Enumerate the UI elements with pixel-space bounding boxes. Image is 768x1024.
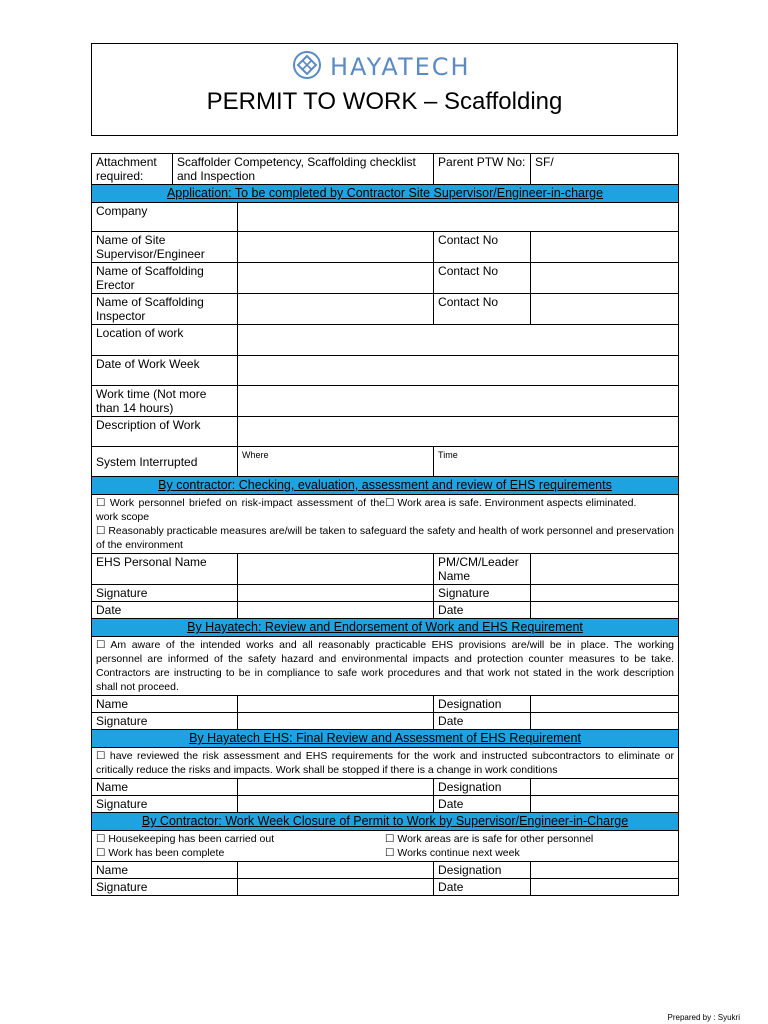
signature-label: Signature [434,585,531,602]
company-field[interactable] [238,203,679,232]
signature-label: Signature [92,796,238,813]
scaffolding-inspector-field[interactable] [238,294,434,325]
signature-label: Signature [92,879,238,896]
date-week-label: Date of Work Week [92,356,238,386]
work-time-field[interactable] [238,386,679,417]
checkbox-works-continue[interactable]: ☐ Works continue next week [385,847,520,859]
contractor-check-items-row [92,495,679,554]
checkbox-hayatech-aware[interactable]: ☐ Am aware of the intended works and all reasonably practicable EHS provisions are/will be in place. The working personnel are informed of the safety hazard and environmental impacts and protection counter measures to be take. Contractors are instructing to be in compliance to safe work procedures and that work not stated in the work description shall not proceed. [92,637,679,696]
section-header-hayatech-review: By Hayatech: Review and Endorsement of Work and EHS Requirement [92,619,679,637]
hayatech-logo-icon [292,50,322,85]
ehs-signature-field[interactable] [238,585,434,602]
closure-name-row [92,862,679,879]
date-label: Date [434,713,531,730]
closure-signature-row [92,879,679,896]
attachment-label: Attachment required: [92,154,173,185]
contractor-date-row [92,602,679,619]
site-supervisor-row [92,232,679,263]
closure-designation-field[interactable] [531,862,679,879]
pm-date-field[interactable] [531,602,679,619]
date-label: Date [434,602,531,619]
prepared-by: Prepared by : Syukri [667,1013,740,1022]
checkbox-ehs-reviewed[interactable]: ☐ have reviewed the risk assessment and EHS requirements for the work and instructed subcontractors to eliminate or critically reduce the risks and impacts. Work shall be stopped if there is a change in work conditions [92,748,679,779]
location-row [92,325,679,356]
scaffolding-erector-row [92,263,679,294]
ehs-name-field[interactable] [238,554,434,585]
system-interrupted-label: System Interrupted [92,447,238,477]
site-supervisor-field[interactable] [238,232,434,263]
checkbox-practicable-measures[interactable]: ☐ Reasonably practicable measures are/will be taken to safeguard the safety and health of work personnel and preservation of the environment [96,525,675,551]
contractor-signature-row [92,585,679,602]
description-row [92,417,679,447]
logo-text: HAYATECH [330,53,471,81]
form-header [91,43,678,136]
ehs-date-field[interactable] [238,602,434,619]
site-supervisor-label: Name of Site Supervisor/Engineer [92,232,238,263]
hayatech-signature-row [92,713,679,730]
date-label: Date [92,602,238,619]
hayatech-designation-field[interactable] [531,696,679,713]
ehs-reviewer-signature-field[interactable] [238,796,434,813]
work-time-row [92,386,679,417]
hayatech-signature-field[interactable] [238,713,434,730]
where-field[interactable]: Where [238,447,434,477]
hayatech-ehs-text-row [92,748,679,779]
closure-name-field[interactable] [238,862,434,879]
closure-items-row [92,831,679,862]
closure-date-field[interactable] [531,879,679,896]
scaffolding-erector-contact-field[interactable] [531,263,679,294]
checkbox-work-area-safe[interactable]: ☐ Work area is safe. Environment aspects eliminated. [385,497,637,509]
hayatech-review-text-row [92,637,679,696]
section-header-hayatech-ehs: By Hayatech EHS: Final Review and Assessment of EHS Requirement [92,730,679,748]
page-title: PERMIT TO WORK – Scaffolding [206,88,563,115]
scaffolding-erector-field[interactable] [238,263,434,294]
checkbox-housekeeping[interactable]: ☐ Housekeeping has been carried out [96,833,275,845]
company-row [92,203,679,232]
hayatech-name-field[interactable] [238,696,434,713]
designation-label: Designation [434,862,531,879]
ehs-signature-date-row [92,796,679,813]
scaffolding-inspector-label: Name of Scaffolding Inspector [92,294,238,325]
permit-form-table [91,153,679,896]
checkbox-work-areas-safe[interactable]: ☐ Work areas are is safe for other personnel [385,833,594,845]
section-header-application: Application: To be completed by Contractor Site Supervisor/Engineer-in-charge [92,185,679,203]
closure-signature-field[interactable] [238,879,434,896]
attachment-value: Scaffolder Competency, Scaffolding checklist and Inspection [173,154,434,185]
pm-signature-field[interactable] [531,585,679,602]
location-field[interactable] [238,325,679,356]
date-label: Date [434,796,531,813]
hayatech-date-field[interactable] [531,713,679,730]
scaffolding-inspector-contact-field[interactable] [531,294,679,325]
ehs-reviewer-designation-field[interactable] [531,779,679,796]
contact-no-label: Contact No [434,232,531,263]
closure-items [92,831,679,862]
name-label: Name [92,696,238,713]
contact-no-label: Contact No [434,294,531,325]
date-week-field[interactable] [238,356,679,386]
signature-label: Signature [92,713,238,730]
pm-name-field[interactable] [531,554,679,585]
ehs-name-designation-row [92,779,679,796]
date-label: Date [434,879,531,896]
name-label: Name [92,779,238,796]
company-logo [292,52,471,82]
system-interrupted-row [92,447,679,477]
description-field[interactable] [238,417,679,447]
parent-ptw-label: Parent PTW No: [434,154,531,185]
designation-label: Designation [434,779,531,796]
section-header-contractor-check: By contractor: Checking, evaluation, assessment and review of EHS requirements [92,477,679,495]
parent-ptw-value[interactable]: SF/ [531,154,679,185]
ehs-reviewer-name-field[interactable] [238,779,434,796]
checkbox-risk-briefing[interactable]: ☐ Work personnel briefed on risk-impact assessment of the work scope [96,497,386,523]
signature-label: Signature [92,585,238,602]
site-supervisor-contact-field[interactable] [531,232,679,263]
contact-no-label: Contact No [434,263,531,294]
attachment-row [92,154,679,185]
ehs-name-label: EHS Personal Name [92,554,238,585]
checkbox-work-complete[interactable]: ☐ Work has been complete [96,847,225,859]
ehs-reviewer-date-field[interactable] [531,796,679,813]
date-week-row [92,356,679,386]
scaffolding-inspector-row [92,294,679,325]
time-field[interactable]: Time [434,447,679,477]
ehs-name-row [92,554,679,585]
pm-name-label: PM/CM/Leader Name [434,554,531,585]
contractor-check-items [92,495,679,554]
section-header-closure: By Contractor: Work Week Closure of Permit to Work by Supervisor/Engineer-in-Charge [92,813,679,831]
work-time-label: Work time (Not more than 14 hours) [92,386,238,417]
designation-label: Designation [434,696,531,713]
description-label: Description of Work [92,417,238,447]
scaffolding-erector-label: Name of Scaffolding Erector [92,263,238,294]
hayatech-name-row [92,696,679,713]
company-label: Company [92,203,238,232]
location-label: Location of work [92,325,238,356]
name-label: Name [92,862,238,879]
